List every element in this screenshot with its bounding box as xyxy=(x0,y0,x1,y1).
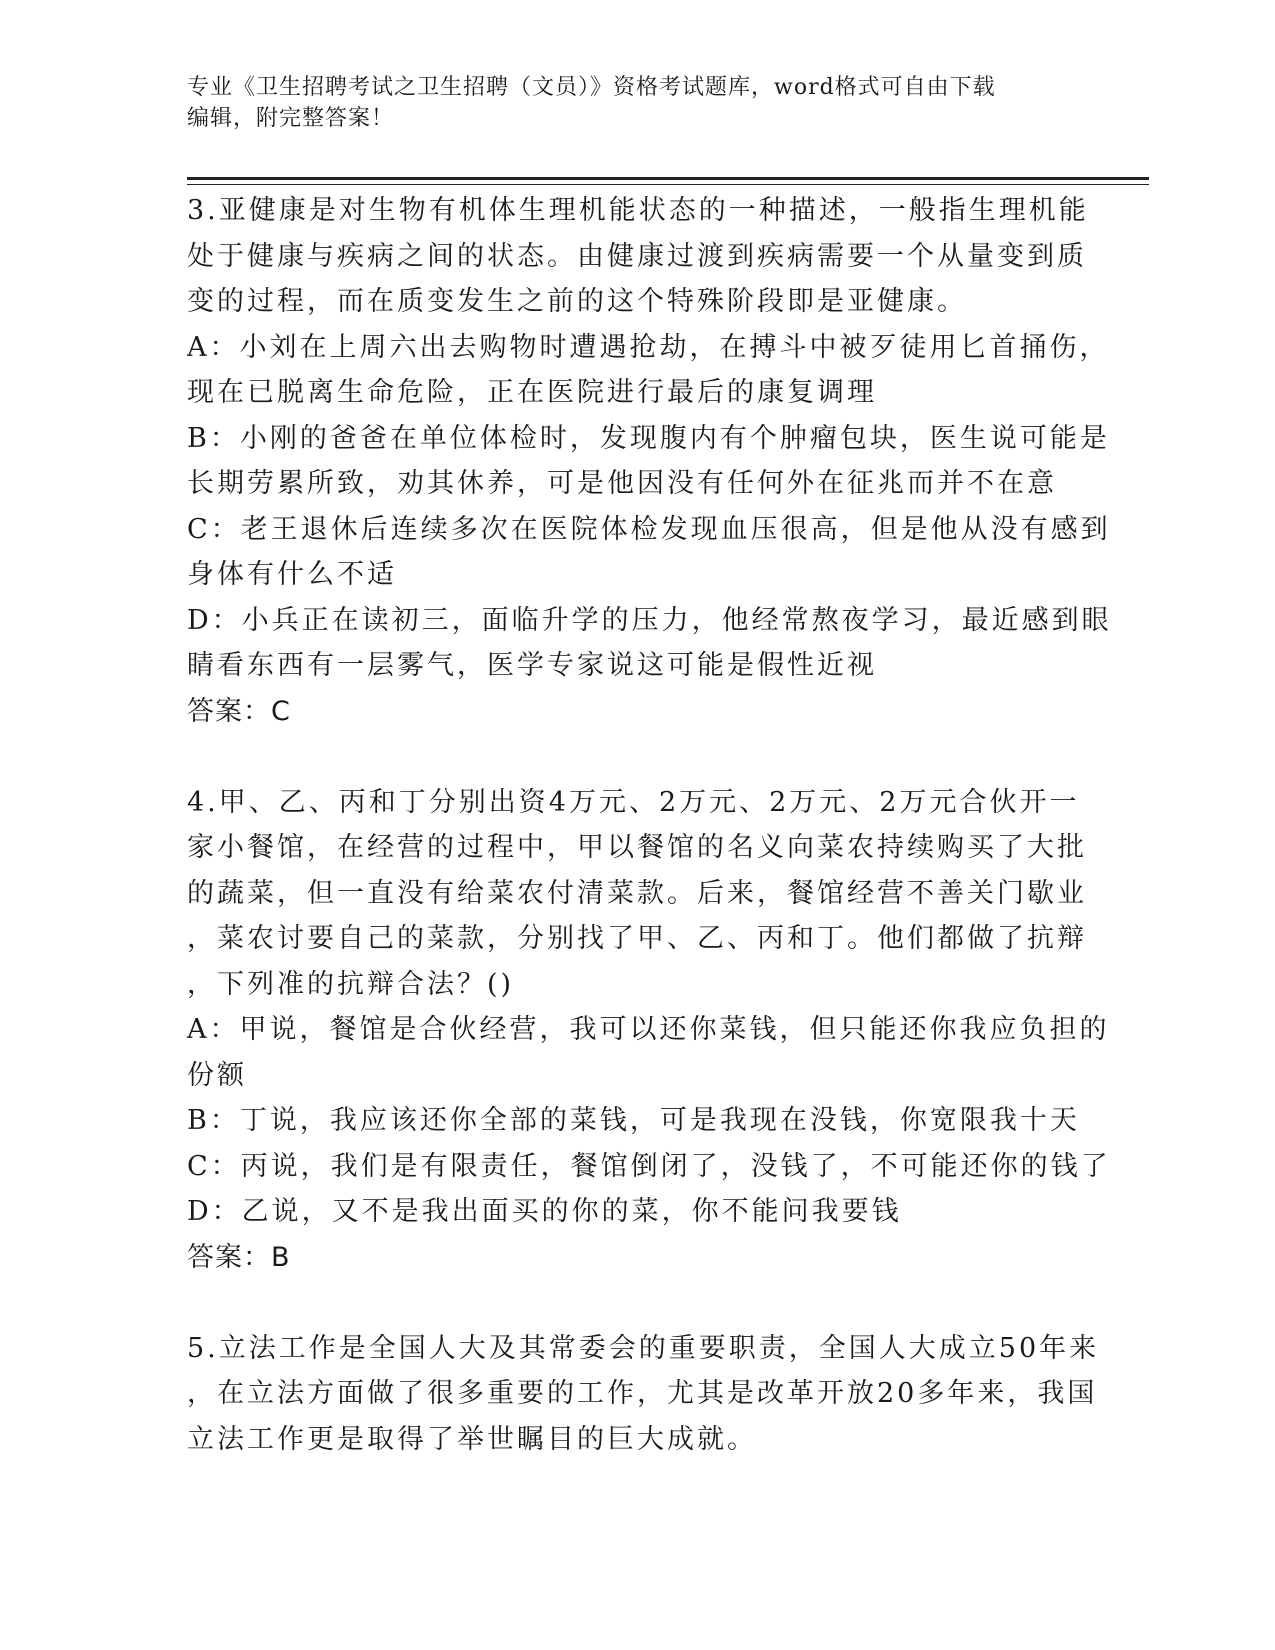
question-4-stem-line-1: 4.甲、乙、丙和丁分别出资4万元、2万元、2万元、2万元合伙开一 xyxy=(187,786,1080,818)
question-3-option-b-line-2: 长期劳累所致，劝其休养，可是他因没有任何外在征兆而并不在意 xyxy=(187,468,1057,499)
document-header xyxy=(187,72,1087,134)
question-3-option-a-line-2: 现在已脱离生命危险，正在医院进行最后的康复调理 xyxy=(187,377,877,408)
question-3-option-d-line-1: D：小兵正在读初三，面临升学的压力，他经常熬夜学习，最近感到眼 xyxy=(187,604,1112,636)
question-3-option-b-line-1: B：小刚的爸爸在单位体检时，发现腹内有个肿瘤包块，医生说可能是 xyxy=(187,422,1110,454)
question-3-answer: 答案：C xyxy=(187,695,291,727)
question-3 xyxy=(187,188,1112,734)
question-4-option-a-line-1: A：甲说，餐馆是合伙经营，我可以还你菜钱，但只能还你我应负担的 xyxy=(187,1014,1110,1045)
question-4-option-a-line-2: 份额 xyxy=(187,1059,247,1091)
question-3-stem-line-2: 处于健康与疾病之间的状态。由健康过渡到疾病需要一个从量变到质 xyxy=(187,240,1087,272)
question-4 xyxy=(187,780,1111,1281)
header-line-2: 编辑，附完整答案！ xyxy=(187,106,395,131)
question-5-stem-line-3: 立法工作更是取得了举世瞩目的巨大成就。 xyxy=(187,1423,757,1455)
question-4-stem-line-2: 家小餐馆，在经营的过程中，甲以餐馆的名义向菜农持续购买了大批 xyxy=(187,832,1087,863)
question-3-stem-line-3: 变的过程，而在质变发生之前的这个特殊阶段即是亚健康。 xyxy=(187,286,967,317)
question-list xyxy=(187,188,1112,1462)
question-5 xyxy=(187,1326,1100,1463)
question-4-option-b: B：丁说，我应该还你全部的菜钱，可是我现在没钱，你宽限我十天 xyxy=(187,1105,1080,1136)
question-3-stem-line-1: 3.亚健康是对生物有机体生理机能状态的一种描述，一般指生理机能 xyxy=(187,195,1089,226)
header-rule-thin xyxy=(187,184,1149,185)
question-4-option-c: C：丙说，我们是有限责任，餐馆倒闭了，没钱了，不可能还你的钱了 xyxy=(187,1150,1111,1182)
question-4-stem-line-5: ，下列准的抗辩合法？() xyxy=(187,968,515,1000)
question-4-answer: 答案：B xyxy=(187,1241,291,1273)
spacer xyxy=(187,1280,1087,1326)
spacer xyxy=(187,734,1087,780)
question-4-option-d: D：乙说，又不是我出面买的你的菜，你不能问我要钱 xyxy=(187,1196,902,1227)
question-4-stem-line-3: 的蔬菜，但一直没有给菜农付清菜款。后来，餐馆经营不善关门歇业 xyxy=(187,877,1087,909)
question-3-option-c-line-2: 身体有什么不适 xyxy=(187,559,397,590)
header-line-1: 专业《卫生招聘考试之卫生招聘（文员）》资格考试题库，word格式可自由下载 xyxy=(187,75,996,100)
question-3-option-d-line-2: 睛看东西有一层雾气，医学专家说这可能是假性近视 xyxy=(187,650,877,681)
header-rule-thick xyxy=(187,177,1149,180)
question-3-option-c-line-1: C：老王退休后连续多次在医院体检发现血压很高，但是他从没有感到 xyxy=(187,513,1111,545)
question-4-stem-line-4: ，菜农讨要自己的菜款，分别找了甲、乙、丙和丁。他们都做了抗辩 xyxy=(187,923,1087,954)
question-5-stem-line-2: ，在立法方面做了很多重要的工作，尤其是改革开放20多年来，我国 xyxy=(187,1378,1098,1409)
question-3-option-a-line-1: A：小刘在上周六出去购物时遭遇抢劫，在搏斗中被歹徒用匕首捅伤， xyxy=(187,331,1110,363)
question-5-stem-line-1: 5.立法工作是全国人大及其常委会的重要职责，全国人大成立50年来 xyxy=(187,1332,1100,1364)
